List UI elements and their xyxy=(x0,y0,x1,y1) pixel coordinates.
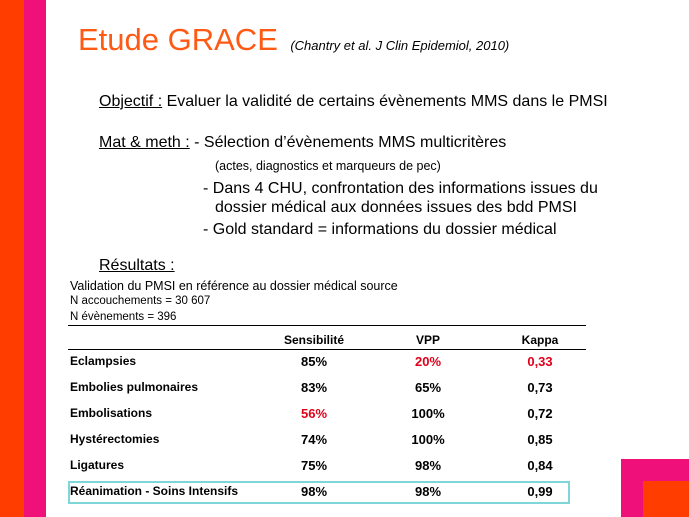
cell-sensibilite: 83% xyxy=(300,380,328,395)
cell-sensibilite: 74% xyxy=(300,432,328,447)
cell-sensibilite: 75% xyxy=(300,458,328,473)
table-header-rule xyxy=(68,349,586,350)
row-label: Embolisations xyxy=(70,406,153,420)
methods-note: (actes, diagnostics et marqueurs de pec) xyxy=(215,159,441,173)
table-n-accouchements: N accouchements = 30 607 xyxy=(70,295,211,307)
cell-vpp: 100% xyxy=(411,432,445,447)
methods-text-2a: - Dans 4 CHU, confrontation des informations issues du xyxy=(203,180,598,197)
cell-kappa: 0,99 xyxy=(527,484,553,499)
row-label: Hystérectomies xyxy=(70,432,160,446)
header-vpp: VPP xyxy=(415,333,440,347)
title-row xyxy=(78,22,509,58)
cell-sensibilite: 56% xyxy=(300,406,328,421)
cell-vpp: 98% xyxy=(414,484,442,499)
citation: (Chantry et al. J Clin Epidemiol, 2010) xyxy=(290,38,510,53)
table-row xyxy=(70,430,586,452)
methods-line-1 xyxy=(99,134,506,152)
table-row xyxy=(70,482,586,504)
methods-text-2b: dossier médical aux données issues des bdd PMSI xyxy=(215,199,577,216)
table-n-evenements: N évènements = 396 xyxy=(70,311,177,323)
left-pink-bar xyxy=(24,0,46,517)
left-orange-bar xyxy=(0,0,24,517)
table-row xyxy=(70,378,586,400)
table-row xyxy=(70,352,586,374)
objective-line xyxy=(99,93,608,111)
corner-orange-square xyxy=(643,481,689,517)
cell-kappa: 0,33 xyxy=(527,354,553,369)
row-label: Eclampsies xyxy=(70,354,137,368)
objective-text: Evaluer la validité de certains évènements MMS dans le PMSI xyxy=(162,93,608,110)
cell-kappa: 0,72 xyxy=(527,406,553,421)
objective-label: Objectif : xyxy=(99,93,163,110)
cell-sensibilite: 98% xyxy=(300,484,328,499)
methods-text-1: - Sélection d’évènements MMS multicritères xyxy=(189,134,507,151)
table-row xyxy=(70,456,586,478)
row-label: Réanimation - Soins Intensifs xyxy=(70,484,239,498)
methods-label: Mat & meth : xyxy=(99,134,190,151)
table-row xyxy=(70,404,586,426)
cell-kappa: 0,73 xyxy=(527,380,553,395)
row-label: Ligatures xyxy=(70,458,125,472)
table-top-rule xyxy=(68,325,586,326)
row-label: Embolies pulmonaires xyxy=(70,380,199,394)
cell-vpp: 98% xyxy=(414,458,442,473)
methods-text-3: - Gold standard = informations du dossier médical xyxy=(203,221,557,238)
cell-vpp: 65% xyxy=(414,380,442,395)
cell-kappa: 0,84 xyxy=(527,458,553,473)
cell-vpp: 20% xyxy=(414,354,442,369)
slide-title: Etude GRACE xyxy=(78,22,278,57)
cell-kappa: 0,85 xyxy=(527,432,553,447)
header-kappa: Kappa xyxy=(521,333,559,347)
cell-vpp: 100% xyxy=(411,406,445,421)
cell-sensibilite: 85% xyxy=(300,354,328,369)
results-label: Résultats : xyxy=(99,257,175,274)
header-sensibilite: Sensibilité xyxy=(283,333,345,347)
table-caption: Validation du PMSI en référence au dossier médical source xyxy=(70,279,398,293)
